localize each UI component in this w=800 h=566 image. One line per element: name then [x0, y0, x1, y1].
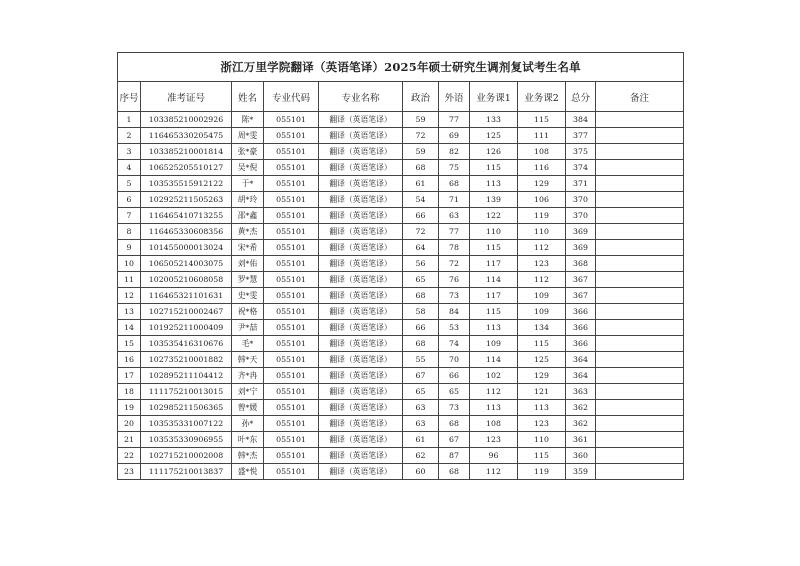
- total-score-cell: 374: [566, 160, 596, 176]
- table-row: [118, 160, 684, 176]
- table-row: [118, 384, 684, 400]
- foreign-language-score-cell: 65: [439, 384, 470, 400]
- remark-cell: [596, 160, 684, 176]
- table-row: [118, 224, 684, 240]
- total-score-cell: 366: [566, 336, 596, 352]
- course-1-score-cell: 117: [470, 288, 518, 304]
- header-foreign-language: 外语: [439, 82, 470, 112]
- major-code-cell: 055101: [264, 288, 319, 304]
- major-code-cell: 055101: [264, 352, 319, 368]
- remark-cell: [596, 144, 684, 160]
- remark-cell: [596, 464, 684, 480]
- exam-id-cell: 102005210608058: [141, 272, 232, 288]
- course-1-score-cell: 122: [470, 208, 518, 224]
- foreign-language-score-cell: 76: [439, 272, 470, 288]
- course-2-score-cell: 106: [518, 192, 566, 208]
- course-2-score-cell: 111: [518, 128, 566, 144]
- foreign-language-score-cell: 69: [439, 128, 470, 144]
- remark-cell: [596, 176, 684, 192]
- major-name-cell: 翻译（英语笔译）: [319, 288, 403, 304]
- course-2-score-cell: 123: [518, 256, 566, 272]
- seq-cell: 4: [118, 160, 141, 176]
- course-1-score-cell: 114: [470, 352, 518, 368]
- header-total: 总分: [566, 82, 596, 112]
- header-politics: 政治: [403, 82, 439, 112]
- seq-cell: 7: [118, 208, 141, 224]
- table-row: [118, 352, 684, 368]
- course-1-score-cell: 102: [470, 368, 518, 384]
- total-score-cell: 359: [566, 464, 596, 480]
- politics-score-cell: 63: [403, 416, 439, 432]
- name-cell: 周*雯: [232, 128, 264, 144]
- remark-cell: [596, 320, 684, 336]
- table-row: [118, 336, 684, 352]
- remark-cell: [596, 112, 684, 128]
- total-score-cell: 367: [566, 288, 596, 304]
- seq-cell: 17: [118, 368, 141, 384]
- exam-id-cell: 111175210013015: [141, 384, 232, 400]
- course-2-score-cell: 121: [518, 384, 566, 400]
- course-1-score-cell: 115: [470, 160, 518, 176]
- name-cell: 于*: [232, 176, 264, 192]
- total-score-cell: 368: [566, 256, 596, 272]
- name-cell: 韩*天: [232, 352, 264, 368]
- course-2-score-cell: 129: [518, 368, 566, 384]
- politics-score-cell: 64: [403, 240, 439, 256]
- course-2-score-cell: 115: [518, 336, 566, 352]
- remark-cell: [596, 416, 684, 432]
- politics-score-cell: 68: [403, 288, 439, 304]
- table-row: [118, 320, 684, 336]
- table-row: [118, 464, 684, 480]
- major-code-cell: 055101: [264, 464, 319, 480]
- exam-id-cell: 103535331007122: [141, 416, 232, 432]
- course-2-score-cell: 112: [518, 272, 566, 288]
- major-code-cell: 055101: [264, 384, 319, 400]
- name-cell: 齐*冉: [232, 368, 264, 384]
- total-score-cell: 384: [566, 112, 596, 128]
- header-major-name: 专业名称: [319, 82, 403, 112]
- politics-score-cell: 68: [403, 336, 439, 352]
- remark-cell: [596, 240, 684, 256]
- remark-cell: [596, 288, 684, 304]
- major-code-cell: 055101: [264, 336, 319, 352]
- politics-score-cell: 55: [403, 352, 439, 368]
- table-row: [118, 448, 684, 464]
- name-cell: 毛*: [232, 336, 264, 352]
- major-name-cell: 翻译（英语笔译）: [319, 256, 403, 272]
- course-2-score-cell: 129: [518, 176, 566, 192]
- course-1-score-cell: 133: [470, 112, 518, 128]
- major-code-cell: 055101: [264, 112, 319, 128]
- exam-id-cell: 102895211104412: [141, 368, 232, 384]
- foreign-language-score-cell: 68: [439, 176, 470, 192]
- foreign-language-score-cell: 74: [439, 336, 470, 352]
- course-2-score-cell: 108: [518, 144, 566, 160]
- total-score-cell: 361: [566, 432, 596, 448]
- exam-id-cell: 102715210002467: [141, 304, 232, 320]
- table-row: [118, 432, 684, 448]
- exam-id-cell: 102925211505263: [141, 192, 232, 208]
- course-1-score-cell: 113: [470, 320, 518, 336]
- major-name-cell: 翻译（英语笔译）: [319, 128, 403, 144]
- seq-cell: 9: [118, 240, 141, 256]
- major-name-cell: 翻译（英语笔译）: [319, 352, 403, 368]
- remark-cell: [596, 368, 684, 384]
- course-2-score-cell: 134: [518, 320, 566, 336]
- foreign-language-score-cell: 77: [439, 112, 470, 128]
- major-name-cell: 翻译（英语笔译）: [319, 416, 403, 432]
- seq-cell: 16: [118, 352, 141, 368]
- remark-cell: [596, 432, 684, 448]
- major-code-cell: 055101: [264, 128, 319, 144]
- politics-score-cell: 62: [403, 448, 439, 464]
- name-cell: 罗*慧: [232, 272, 264, 288]
- major-name-cell: 翻译（英语笔译）: [319, 176, 403, 192]
- seq-cell: 13: [118, 304, 141, 320]
- total-score-cell: 363: [566, 384, 596, 400]
- course-2-score-cell: 110: [518, 224, 566, 240]
- total-score-cell: 370: [566, 208, 596, 224]
- course-1-score-cell: 115: [470, 304, 518, 320]
- foreign-language-score-cell: 75: [439, 160, 470, 176]
- politics-score-cell: 59: [403, 144, 439, 160]
- exam-id-cell: 111175210013837: [141, 464, 232, 480]
- total-score-cell: 370: [566, 192, 596, 208]
- header-remark: 备注: [596, 82, 684, 112]
- name-cell: 陈*: [232, 112, 264, 128]
- seq-cell: 12: [118, 288, 141, 304]
- seq-cell: 5: [118, 176, 141, 192]
- major-code-cell: 055101: [264, 224, 319, 240]
- major-code-cell: 055101: [264, 192, 319, 208]
- foreign-language-score-cell: 71: [439, 192, 470, 208]
- politics-score-cell: 63: [403, 400, 439, 416]
- course-2-score-cell: 116: [518, 160, 566, 176]
- politics-score-cell: 67: [403, 368, 439, 384]
- seq-cell: 23: [118, 464, 141, 480]
- table-row: [118, 128, 684, 144]
- foreign-language-score-cell: 68: [439, 464, 470, 480]
- major-name-cell: 翻译（英语笔译）: [319, 144, 403, 160]
- total-score-cell: 362: [566, 416, 596, 432]
- table-row: [118, 272, 684, 288]
- course-1-score-cell: 112: [470, 464, 518, 480]
- total-score-cell: 377: [566, 128, 596, 144]
- table-row: [118, 144, 684, 160]
- exam-id-cell: 102985211506365: [141, 400, 232, 416]
- course-2-score-cell: 110: [518, 432, 566, 448]
- major-name-cell: 翻译（英语笔译）: [319, 112, 403, 128]
- politics-score-cell: 56: [403, 256, 439, 272]
- major-name-cell: 翻译（英语笔译）: [319, 272, 403, 288]
- remark-cell: [596, 208, 684, 224]
- page-title: 浙江万里学院翻译（英语笔译）2025年硕士研究生调剂复试考生名单: [118, 53, 684, 82]
- table-row: [118, 192, 684, 208]
- exam-id-cell: 103535330906955: [141, 432, 232, 448]
- major-code-cell: 055101: [264, 144, 319, 160]
- course-1-score-cell: 117: [470, 256, 518, 272]
- major-name-cell: 翻译（英语笔译）: [319, 208, 403, 224]
- remark-cell: [596, 256, 684, 272]
- remark-cell: [596, 224, 684, 240]
- politics-score-cell: 59: [403, 112, 439, 128]
- total-score-cell: 369: [566, 224, 596, 240]
- remark-cell: [596, 448, 684, 464]
- politics-score-cell: 72: [403, 224, 439, 240]
- major-code-cell: 055101: [264, 160, 319, 176]
- table-header-row: [118, 82, 684, 112]
- seq-cell: 3: [118, 144, 141, 160]
- major-code-cell: 055101: [264, 416, 319, 432]
- name-cell: 胡*玲: [232, 192, 264, 208]
- exam-id-cell: 103385210001814: [141, 144, 232, 160]
- name-cell: 尹*喆: [232, 320, 264, 336]
- header-seq: 序号: [118, 82, 141, 112]
- major-name-cell: 翻译（英语笔译）: [319, 240, 403, 256]
- name-cell: 叶*东: [232, 432, 264, 448]
- course-2-score-cell: 109: [518, 288, 566, 304]
- seq-cell: 18: [118, 384, 141, 400]
- table-row: [118, 288, 684, 304]
- foreign-language-score-cell: 66: [439, 368, 470, 384]
- seq-cell: 1: [118, 112, 141, 128]
- major-name-cell: 翻译（英语笔译）: [319, 464, 403, 480]
- seq-cell: 6: [118, 192, 141, 208]
- course-2-score-cell: 112: [518, 240, 566, 256]
- seq-cell: 11: [118, 272, 141, 288]
- remark-cell: [596, 352, 684, 368]
- header-major-code: 专业代码: [264, 82, 319, 112]
- total-score-cell: 369: [566, 240, 596, 256]
- course-1-score-cell: 115: [470, 240, 518, 256]
- major-name-cell: 翻译（英语笔译）: [319, 160, 403, 176]
- course-2-score-cell: 115: [518, 112, 566, 128]
- major-name-cell: 翻译（英语笔译）: [319, 400, 403, 416]
- seq-cell: 15: [118, 336, 141, 352]
- major-name-cell: 翻译（英语笔译）: [319, 192, 403, 208]
- table-row: [118, 400, 684, 416]
- name-cell: 史*雯: [232, 288, 264, 304]
- foreign-language-score-cell: 78: [439, 240, 470, 256]
- course-1-score-cell: 110: [470, 224, 518, 240]
- header-name: 姓名: [232, 82, 264, 112]
- major-code-cell: 055101: [264, 240, 319, 256]
- exam-id-cell: 116465410713255: [141, 208, 232, 224]
- exam-id-cell: 103385210002926: [141, 112, 232, 128]
- table-row: [118, 304, 684, 320]
- politics-score-cell: 65: [403, 272, 439, 288]
- course-1-score-cell: 123: [470, 432, 518, 448]
- major-code-cell: 055101: [264, 448, 319, 464]
- total-score-cell: 367: [566, 272, 596, 288]
- table-row: [118, 416, 684, 432]
- major-code-cell: 055101: [264, 400, 319, 416]
- name-cell: 宋*希: [232, 240, 264, 256]
- politics-score-cell: 72: [403, 128, 439, 144]
- foreign-language-score-cell: 72: [439, 256, 470, 272]
- course-1-score-cell: 139: [470, 192, 518, 208]
- major-code-cell: 055101: [264, 432, 319, 448]
- major-code-cell: 055101: [264, 208, 319, 224]
- course-1-score-cell: 96: [470, 448, 518, 464]
- course-2-score-cell: 119: [518, 464, 566, 480]
- politics-score-cell: 66: [403, 208, 439, 224]
- table-row: [118, 368, 684, 384]
- seq-cell: 14: [118, 320, 141, 336]
- total-score-cell: 375: [566, 144, 596, 160]
- name-cell: 刘*宁: [232, 384, 264, 400]
- total-score-cell: 371: [566, 176, 596, 192]
- course-2-score-cell: 125: [518, 352, 566, 368]
- major-name-cell: 翻译（英语笔译）: [319, 304, 403, 320]
- course-2-score-cell: 123: [518, 416, 566, 432]
- exam-id-cell: 103535515912122: [141, 176, 232, 192]
- exam-id-cell: 116465330608356: [141, 224, 232, 240]
- name-cell: 邵*鑫: [232, 208, 264, 224]
- exam-id-cell: 116465321101631: [141, 288, 232, 304]
- course-1-score-cell: 113: [470, 400, 518, 416]
- total-score-cell: 364: [566, 352, 596, 368]
- foreign-language-score-cell: 63: [439, 208, 470, 224]
- header-course-2: 业务课2: [518, 82, 566, 112]
- major-name-cell: 翻译（英语笔译）: [319, 384, 403, 400]
- candidate-list-sheet: [117, 52, 683, 480]
- name-cell: 黄*杰: [232, 224, 264, 240]
- course-1-score-cell: 109: [470, 336, 518, 352]
- name-cell: 孙*: [232, 416, 264, 432]
- seq-cell: 21: [118, 432, 141, 448]
- table-row: [118, 112, 684, 128]
- seq-cell: 8: [118, 224, 141, 240]
- exam-id-cell: 103535416310676: [141, 336, 232, 352]
- exam-id-cell: 101925211000409: [141, 320, 232, 336]
- exam-id-cell: 106525205510127: [141, 160, 232, 176]
- remark-cell: [596, 128, 684, 144]
- exam-id-cell: 102715210002008: [141, 448, 232, 464]
- major-code-cell: 055101: [264, 368, 319, 384]
- exam-id-cell: 102735210001882: [141, 352, 232, 368]
- candidate-table: [117, 52, 684, 480]
- seq-cell: 19: [118, 400, 141, 416]
- remark-cell: [596, 400, 684, 416]
- major-name-cell: 翻译（英语笔译）: [319, 224, 403, 240]
- name-cell: 张*豪: [232, 144, 264, 160]
- name-cell: 曾*媛: [232, 400, 264, 416]
- total-score-cell: 362: [566, 400, 596, 416]
- seq-cell: 20: [118, 416, 141, 432]
- header-course-1: 业务课1: [470, 82, 518, 112]
- table-row: [118, 208, 684, 224]
- foreign-language-score-cell: 87: [439, 448, 470, 464]
- exam-id-cell: 116465330205475: [141, 128, 232, 144]
- table-row: [118, 240, 684, 256]
- total-score-cell: 364: [566, 368, 596, 384]
- course-1-score-cell: 112: [470, 384, 518, 400]
- foreign-language-score-cell: 70: [439, 352, 470, 368]
- foreign-language-score-cell: 73: [439, 288, 470, 304]
- politics-score-cell: 65: [403, 384, 439, 400]
- politics-score-cell: 66: [403, 320, 439, 336]
- table-row: [118, 176, 684, 192]
- seq-cell: 2: [118, 128, 141, 144]
- header-exam-id: 准考证号: [141, 82, 232, 112]
- major-name-cell: 翻译（英语笔译）: [319, 368, 403, 384]
- politics-score-cell: 68: [403, 160, 439, 176]
- major-name-cell: 翻译（英语笔译）: [319, 320, 403, 336]
- major-code-cell: 055101: [264, 304, 319, 320]
- table-body: [118, 112, 684, 480]
- course-2-score-cell: 109: [518, 304, 566, 320]
- seq-cell: 22: [118, 448, 141, 464]
- foreign-language-score-cell: 84: [439, 304, 470, 320]
- major-code-cell: 055101: [264, 256, 319, 272]
- course-1-score-cell: 108: [470, 416, 518, 432]
- foreign-language-score-cell: 53: [439, 320, 470, 336]
- course-1-score-cell: 114: [470, 272, 518, 288]
- course-1-score-cell: 126: [470, 144, 518, 160]
- foreign-language-score-cell: 82: [439, 144, 470, 160]
- name-cell: 刘*佑: [232, 256, 264, 272]
- table-row: [118, 256, 684, 272]
- total-score-cell: 366: [566, 304, 596, 320]
- major-name-cell: 翻译（英语笔译）: [319, 336, 403, 352]
- politics-score-cell: 61: [403, 176, 439, 192]
- politics-score-cell: 54: [403, 192, 439, 208]
- remark-cell: [596, 192, 684, 208]
- course-2-score-cell: 115: [518, 448, 566, 464]
- remark-cell: [596, 336, 684, 352]
- foreign-language-score-cell: 73: [439, 400, 470, 416]
- politics-score-cell: 61: [403, 432, 439, 448]
- foreign-language-score-cell: 77: [439, 224, 470, 240]
- name-cell: 盛*悦: [232, 464, 264, 480]
- course-1-score-cell: 113: [470, 176, 518, 192]
- politics-score-cell: 60: [403, 464, 439, 480]
- name-cell: 祝*格: [232, 304, 264, 320]
- major-code-cell: 055101: [264, 176, 319, 192]
- major-code-cell: 055101: [264, 320, 319, 336]
- major-code-cell: 055101: [264, 272, 319, 288]
- total-score-cell: 366: [566, 320, 596, 336]
- remark-cell: [596, 384, 684, 400]
- remark-cell: [596, 272, 684, 288]
- exam-id-cell: 106505214003075: [141, 256, 232, 272]
- foreign-language-score-cell: 68: [439, 416, 470, 432]
- major-name-cell: 翻译（英语笔译）: [319, 432, 403, 448]
- politics-score-cell: 58: [403, 304, 439, 320]
- exam-id-cell: 101455000013024: [141, 240, 232, 256]
- name-cell: 吴*倪: [232, 160, 264, 176]
- remark-cell: [596, 304, 684, 320]
- foreign-language-score-cell: 67: [439, 432, 470, 448]
- course-1-score-cell: 125: [470, 128, 518, 144]
- course-2-score-cell: 119: [518, 208, 566, 224]
- course-2-score-cell: 113: [518, 400, 566, 416]
- total-score-cell: 360: [566, 448, 596, 464]
- name-cell: 韩*杰: [232, 448, 264, 464]
- major-name-cell: 翻译（英语笔译）: [319, 448, 403, 464]
- seq-cell: 10: [118, 256, 141, 272]
